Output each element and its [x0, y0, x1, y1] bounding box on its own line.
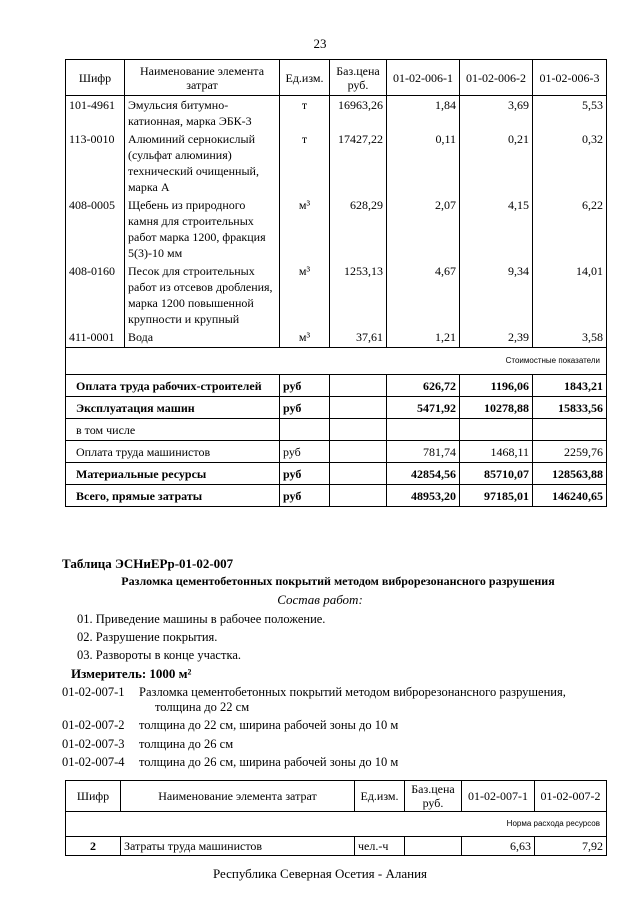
- work-item: 02. Разрушение покрытия.: [77, 630, 218, 644]
- norm-header: Норма расхода ресурсов: [66, 812, 607, 837]
- resource-code: 113-0010: [66, 130, 125, 196]
- resource-value: 2,07: [387, 196, 460, 262]
- composition-title: Состав работ:: [277, 592, 363, 607]
- code-text: толщина до 22 см, ширина рабочей зоны до 10 м: [139, 718, 399, 732]
- cost-value: 85710,07: [460, 463, 533, 485]
- cost-name: Материальные ресурсы: [66, 463, 280, 485]
- code-id: 01-02-007-3: [62, 737, 125, 751]
- resource-value: 5,53: [533, 96, 607, 131]
- table-row: [66, 196, 607, 262]
- cost-name: Оплата труда машинистов: [66, 441, 280, 463]
- resource-code: 408-0005: [66, 196, 125, 262]
- col-header-code: Шифр: [66, 60, 125, 96]
- resource-unit: т: [280, 96, 330, 131]
- resource-value: 4,15: [460, 196, 533, 262]
- resources-table-006: [65, 59, 607, 507]
- cost-value: 1468,11: [460, 441, 533, 463]
- cost-value: 1843,21: [533, 375, 607, 397]
- cost-unit: руб: [280, 375, 330, 397]
- cost-name: Оплата труда рабочих-строителей: [66, 375, 280, 397]
- col-header-price: Баз.цена руб.: [330, 60, 387, 96]
- cost-name: Эксплуатация машин: [66, 397, 280, 419]
- resource-unit: т: [280, 130, 330, 196]
- resource-value: 3,69: [460, 96, 533, 131]
- cost-value: 48953,20: [387, 485, 460, 507]
- work-item: 03. Развороты в конце участка.: [77, 648, 241, 662]
- resource-name: Вода: [125, 328, 280, 348]
- resource-price: 1253,13: [330, 262, 387, 328]
- table-row: [66, 375, 607, 397]
- cost-value: 10278,88: [460, 397, 533, 419]
- resource-unit: чел.-ч: [355, 837, 405, 856]
- resource-value: 14,01: [533, 262, 607, 328]
- col-header-v3: 01-02-006-3: [533, 60, 607, 96]
- resource-value: 4,67: [387, 262, 460, 328]
- cost-value: 146240,65: [533, 485, 607, 507]
- cost-value: 1196,06: [460, 375, 533, 397]
- resource-price: 17427,22: [330, 130, 387, 196]
- col-header-unit: Ед.изм.: [280, 60, 330, 96]
- cost-unit: руб: [280, 485, 330, 507]
- resource-price: 16963,26: [330, 96, 387, 131]
- costs-header: Стоимостные показатели: [66, 348, 607, 375]
- resource-value: 0,21: [460, 130, 533, 196]
- cost-value: 2259,76: [533, 441, 607, 463]
- resource-name: Затраты труда машинистов: [121, 837, 355, 856]
- col-header-v2: 01-02-006-2: [460, 60, 533, 96]
- col-header-v2: 01-02-007-2: [535, 781, 607, 812]
- cost-value: 128563,88: [533, 463, 607, 485]
- cost-unit: руб: [280, 463, 330, 485]
- table-row: [66, 463, 607, 485]
- resources-table-007: [65, 780, 607, 856]
- table-row: [66, 96, 607, 131]
- col-header-unit: Ед.изм.: [355, 781, 405, 812]
- resource-value: 6,22: [533, 196, 607, 262]
- resource-code: 408-0160: [66, 262, 125, 328]
- resource-name: Алюминий сернокислый (сульфат алюминия) технический очищенный, марка А: [125, 130, 280, 196]
- work-item: 01. Приведение машины в рабочее положение.: [77, 612, 326, 626]
- cost-value: 97185,01: [460, 485, 533, 507]
- resource-value: 1,21: [387, 328, 460, 348]
- code-id: 01-02-007-4: [62, 755, 125, 769]
- resource-value: 1,84: [387, 96, 460, 131]
- resource-value: 0,11: [387, 130, 460, 196]
- resource-code: 411-0001: [66, 328, 125, 348]
- code-text: толщина до 26 см: [139, 737, 234, 751]
- col-header-name: Наименование элемента затрат: [121, 781, 355, 812]
- col-header-name: Наименование элемента затрат: [125, 60, 280, 96]
- resource-value: 0,32: [533, 130, 607, 196]
- footer: Республика Северная Осетия - Алания: [212, 866, 428, 881]
- col-header-price: Баз.цена руб.: [405, 781, 462, 812]
- section-title: Разломка цементобетонных покрытий методом виброрезонансного разрушения: [121, 574, 555, 588]
- resource-value: 3,58: [533, 328, 607, 348]
- code-text: толщина до 26 см, ширина рабочей зоны до 10 м: [139, 755, 399, 769]
- resource-unit: м³: [280, 196, 330, 262]
- cost-value: 5471,92: [387, 397, 460, 419]
- resource-price: 628,29: [330, 196, 387, 262]
- resource-name: Эмульсия битумно-катионная, марка ЭБК-3: [125, 96, 280, 131]
- code-text: Разломка цементобетонных покрытий методом виброрезонансного разрушения,: [139, 685, 566, 699]
- cost-unit: руб: [280, 441, 330, 463]
- resource-unit: м³: [280, 328, 330, 348]
- code-id: 01-02-007-2: [62, 718, 125, 732]
- cost-name: Всего, прямые затраты: [66, 485, 280, 507]
- resource-code: 2: [66, 837, 121, 856]
- col-header-code: Шифр: [66, 781, 121, 812]
- col-header-v1: 01-02-007-1: [462, 781, 535, 812]
- table-row: [66, 419, 607, 441]
- resource-code: 101-4961: [66, 96, 125, 131]
- resource-value: 6,63: [462, 837, 535, 856]
- table-row: [66, 130, 607, 196]
- resource-unit: м³: [280, 262, 330, 328]
- resource-price: [405, 837, 462, 856]
- resource-value: 7,92: [535, 837, 607, 856]
- resource-value: 2,39: [460, 328, 533, 348]
- cost-value: 42854,56: [387, 463, 460, 485]
- resource-value: 9,34: [460, 262, 533, 328]
- resource-name: Щебень из природного камня для строительных работ марка 1200, фракция 5(3)-10 мм: [125, 196, 280, 262]
- cost-value: 15833,56: [533, 397, 607, 419]
- table-id: Таблица ЭСНиЕРр-01-02-007: [62, 556, 234, 571]
- table-row: [66, 262, 607, 328]
- table-row: [66, 485, 607, 507]
- resource-price: 37,61: [330, 328, 387, 348]
- meter-label: Измеритель: 1000 м²: [71, 666, 192, 681]
- page-number: 23: [313, 36, 327, 51]
- cost-value: 626,72: [387, 375, 460, 397]
- code-text: толщина до 22 см: [155, 700, 250, 714]
- table-row: [66, 328, 607, 348]
- cost-name: в том числе: [66, 419, 280, 441]
- code-id: 01-02-007-1: [62, 685, 125, 699]
- cost-unit: руб: [280, 397, 330, 419]
- cost-value: 781,74: [387, 441, 460, 463]
- col-header-v1: 01-02-006-1: [387, 60, 460, 96]
- table-row: [66, 397, 607, 419]
- table-row: [66, 837, 607, 856]
- resource-name: Песок для строительных работ из отсевов дробления, марка 1200 повышенной крупности и крупный: [125, 262, 280, 328]
- table-row: [66, 441, 607, 463]
